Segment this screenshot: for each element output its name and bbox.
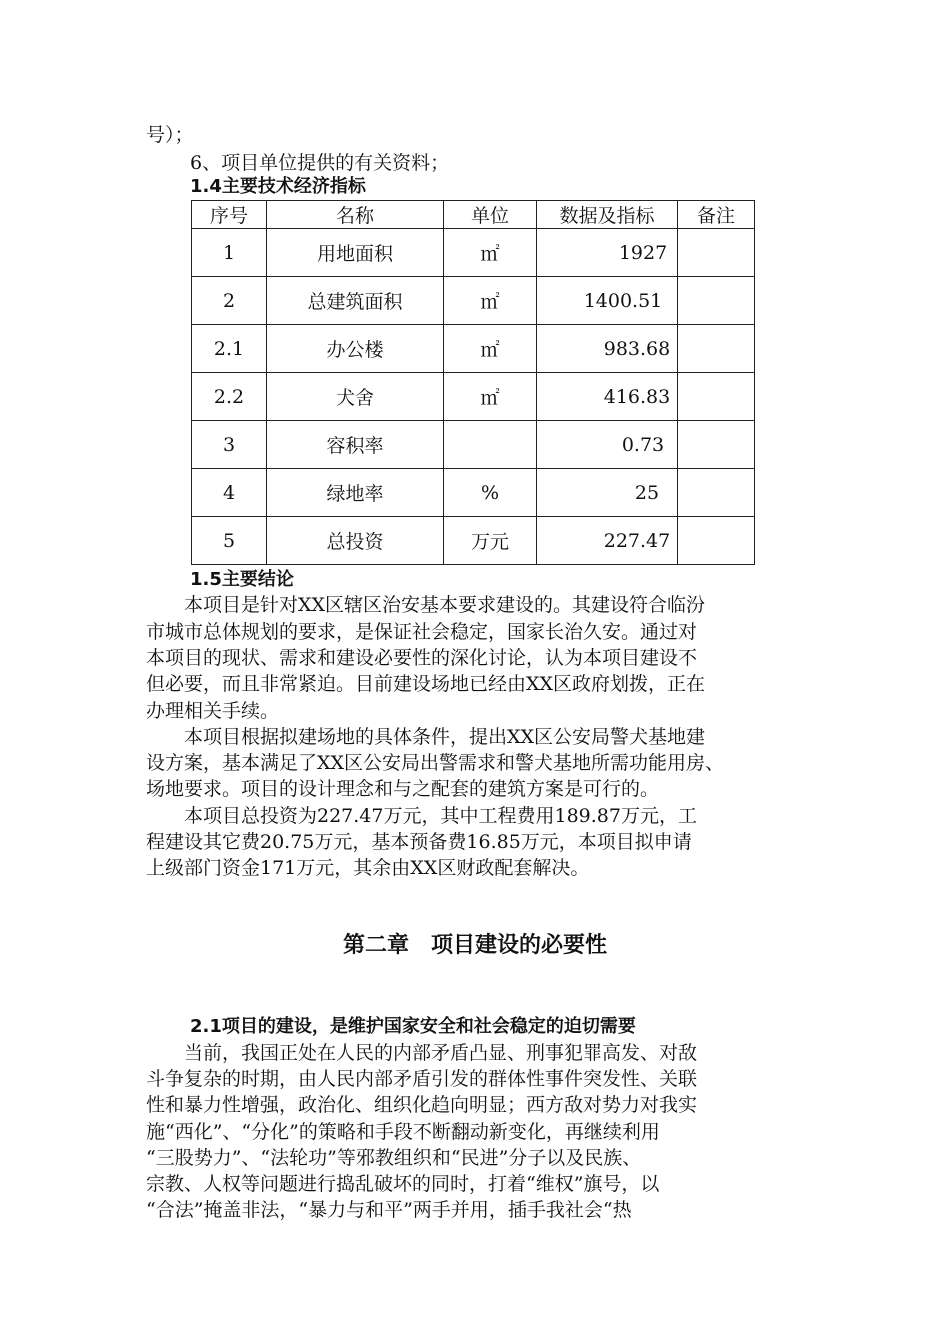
body-line: 斗争复杂的时期，由人民内部矛盾引发的群体性事件突发性、关联 bbox=[146, 1068, 698, 1090]
conclusion-line: 市城市总体规划的要求，是保证社会稳定，国家长治久安。通过对 bbox=[146, 621, 698, 643]
section-1-5-title: 1.5主要结论 bbox=[190, 569, 294, 590]
cell-unit bbox=[444, 421, 537, 469]
conclusion-line: 本项目总投资为227.47万元，其中工程费用189.87万元，工 bbox=[146, 805, 697, 827]
table-row bbox=[192, 469, 755, 517]
cell-no: 2 bbox=[192, 277, 267, 325]
cell-value: 983.68 bbox=[537, 325, 678, 373]
cell-unit: ㎡ bbox=[444, 229, 537, 277]
cell-note bbox=[678, 325, 755, 373]
conclusion-line: 设方案，基本满足了XX区公安局出警需求和警犬基地所需功能用房、 bbox=[146, 752, 725, 774]
cell-name: 犬舍 bbox=[267, 373, 444, 421]
cell-note bbox=[678, 517, 755, 565]
conclusion-line: 上级部门资金171万元，其余由XX区财政配套解决。 bbox=[146, 857, 590, 879]
cell-unit: ㎡ bbox=[444, 325, 537, 373]
tech-econ-table bbox=[191, 200, 755, 565]
chapter-title: 第二章 项目建设的必要性 bbox=[342, 933, 607, 958]
conclusion-line: 本项目的现状、需求和建设必要性的深化讨论，认为本项目建设不 bbox=[146, 647, 698, 669]
cell-unit: % bbox=[444, 469, 537, 517]
header-no: 序号 bbox=[192, 201, 267, 229]
cell-unit: 万元 bbox=[444, 517, 537, 565]
cell-name: 容积率 bbox=[267, 421, 444, 469]
conclusion-line: 程建设其它费20.75万元，基本预备费16.85万元，本项目拟申请 bbox=[146, 831, 692, 853]
conclusion-line: 场地要求。项目的设计理念和与之配套的建筑方案是可行的。 bbox=[146, 778, 660, 800]
conclusion-line: 办理相关手续。 bbox=[146, 700, 280, 722]
table-row bbox=[192, 229, 755, 277]
table-row bbox=[192, 373, 755, 421]
cell-no: 1 bbox=[192, 229, 267, 277]
header-unit: 单位 bbox=[444, 201, 537, 229]
conclusion-line: 本项目是针对XX区辖区治安基本要求建设的。其建设符合临汾 bbox=[146, 594, 706, 616]
cell-note bbox=[678, 277, 755, 325]
section-1-4-title: 1.4主要技术经济指标 bbox=[190, 176, 366, 197]
cell-note bbox=[678, 421, 755, 469]
cell-value: 1927 bbox=[537, 229, 678, 277]
cell-note bbox=[678, 373, 755, 421]
conclusion-line: 本项目根据拟建场地的具体条件，提出XX区公安局警犬基地建 bbox=[146, 726, 706, 748]
cell-value: 25 bbox=[537, 469, 678, 517]
cell-no: 5 bbox=[192, 517, 267, 565]
body-line: 施“西化”、“分化”的策略和手段不断翻动新变化，再继续利用 bbox=[146, 1121, 660, 1143]
cell-unit: ㎡ bbox=[444, 277, 537, 325]
top-fragment: 号）； bbox=[146, 124, 194, 146]
cell-value: 416.83 bbox=[537, 373, 678, 421]
table-row bbox=[192, 325, 755, 373]
cell-no: 3 bbox=[192, 421, 267, 469]
cell-unit: ㎡ bbox=[444, 373, 537, 421]
cell-name: 绿地率 bbox=[267, 469, 444, 517]
cell-note bbox=[678, 469, 755, 517]
table-row bbox=[192, 421, 755, 469]
conclusion-line: 但必要，而且非常紧迫。目前建设场地已经由XX区政府划拨，正在 bbox=[146, 673, 706, 695]
cell-value: 227.47 bbox=[537, 517, 678, 565]
cell-name: 用地面积 bbox=[267, 229, 444, 277]
cell-value: 0.73 bbox=[537, 421, 678, 469]
header-note: 备注 bbox=[678, 201, 755, 229]
cell-name: 总投资 bbox=[267, 517, 444, 565]
section-2-1-title: 2.1项目的建设，是维护国家安全和社会稳定的迫切需要 bbox=[190, 1016, 636, 1037]
header-name: 名称 bbox=[267, 201, 444, 229]
body-line: 性和暴力性增强，政治化、组织化趋向明显；西方敌对势力对我实 bbox=[146, 1094, 698, 1116]
body-line: “合法”掩盖非法，“暴力与和平”两手并用，插手我社会“热 bbox=[146, 1199, 632, 1221]
body-line: 当前，我国正处在人民的内部矛盾凸显、刑事犯罪高发、对敌 bbox=[146, 1042, 698, 1064]
table-header-row bbox=[192, 201, 755, 229]
body-line: 宗教、人权等问题进行捣乱破坏的同时，打着“维权”旗号，以 bbox=[146, 1173, 660, 1195]
cell-name: 总建筑面积 bbox=[267, 277, 444, 325]
item-6: 6、项目单位提供的有关资料； bbox=[190, 152, 450, 174]
cell-no: 4 bbox=[192, 469, 267, 517]
body-line: “三股势力”、“法轮功”等邪教组织和“民进”分子以及民族、 bbox=[146, 1147, 642, 1169]
cell-value: 1400.51 bbox=[537, 277, 678, 325]
cell-name: 办公楼 bbox=[267, 325, 444, 373]
header-value: 数据及指标 bbox=[537, 201, 678, 229]
cell-no: 2.1 bbox=[192, 325, 267, 373]
cell-note bbox=[678, 229, 755, 277]
table-row bbox=[192, 517, 755, 565]
cell-no: 2.2 bbox=[192, 373, 267, 421]
table-row bbox=[192, 277, 755, 325]
